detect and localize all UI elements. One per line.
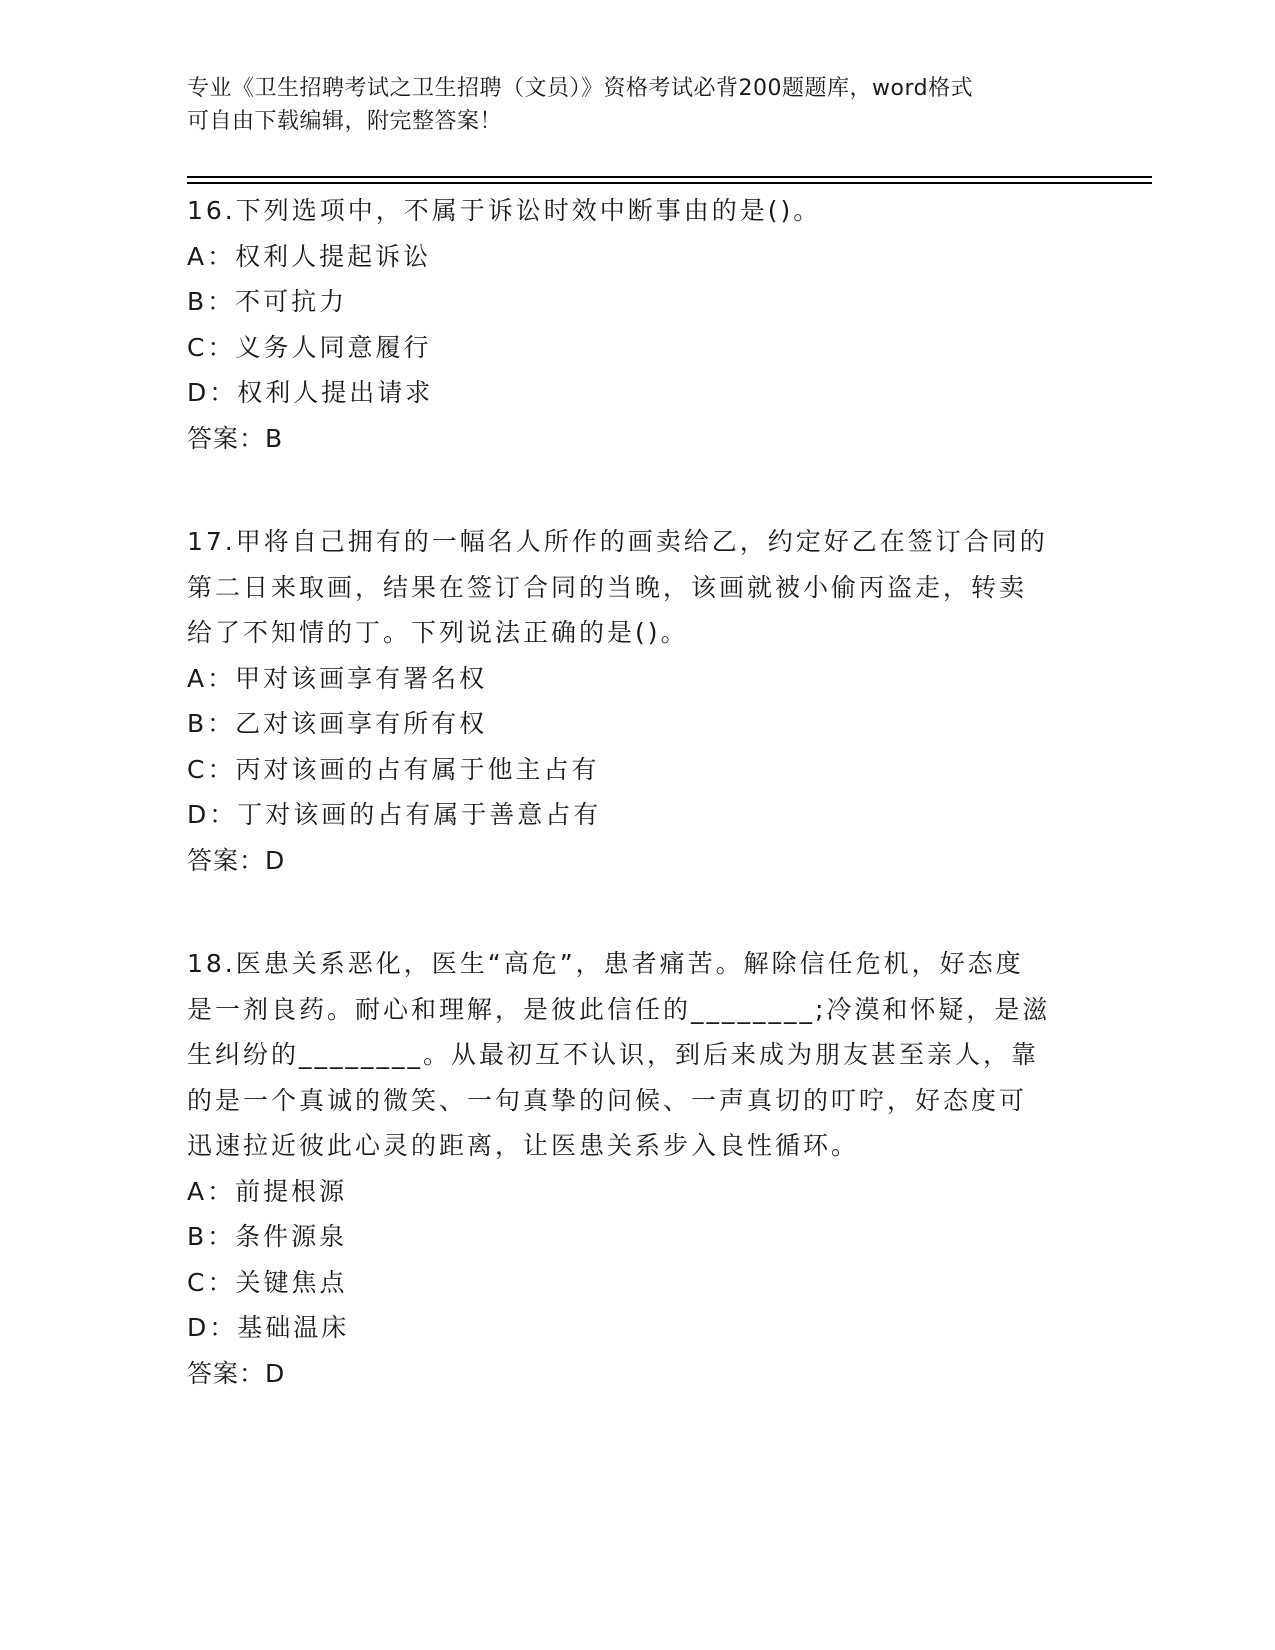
question-stem — [187, 941, 1107, 1169]
stem-line: 16.下列选项中，不属于诉讼时效中断事由的是()。 — [187, 196, 822, 225]
option-a: A：前提根源 — [187, 1176, 348, 1206]
stem-line: 生纠纷的________。从最初互不认识，到后来成为朋友甚至亲人，靠 — [187, 1040, 1040, 1069]
option-a: A：甲对该画享有署名权 — [187, 663, 488, 693]
header-line-2: 可自由下载编辑，附完整答案！ — [187, 109, 503, 134]
question-stem — [187, 188, 1107, 234]
document-header — [187, 72, 1087, 138]
option-d: D：基础温床 — [187, 1313, 350, 1342]
stem-line: 第二日来取画，结果在签订合同的当晚，该画就被小偷丙盗走，转卖 — [187, 572, 1028, 602]
option-c: C：关键焦点 — [187, 1267, 348, 1297]
option-d: D：丁对该画的占有属于善意占有 — [187, 800, 602, 829]
header-divider-bottom — [187, 182, 1152, 184]
stem-line: 17.甲将自己拥有的一幅名人所作的画卖给乙，约定好乙在签订合同的 — [187, 527, 1048, 556]
option-c: C：义务人同意履行 — [187, 332, 432, 362]
stem-line: 的是一个真诚的微笑、一句真挚的问候、一声真切的叮咛，好态度可 — [187, 1085, 1028, 1115]
question-list — [187, 188, 1107, 1454]
question-17 — [187, 519, 1107, 883]
question-18 — [187, 941, 1107, 1396]
option-a: A：权利人提起诉讼 — [187, 241, 432, 271]
option-b: B：条件源泉 — [187, 1222, 348, 1251]
stem-line: 是一剂良药。耐心和理解，是彼此信任的________;冷漠和怀疑，是滋 — [187, 994, 1051, 1024]
stem-line: 迅速拉近彼此心灵的距离，让医患关系步入良性循环。 — [187, 1131, 860, 1160]
answer: 答案：B — [187, 423, 284, 453]
option-b: B：乙对该画享有所有权 — [187, 709, 488, 738]
option-d: D：权利人提出请求 — [187, 378, 434, 407]
question-16 — [187, 188, 1107, 461]
question-stem — [187, 519, 1107, 656]
option-c: C：丙对该画的占有属于他主占有 — [187, 754, 600, 784]
header-line-1: 专业《卫生招聘考试之卫生招聘（文员）》资格考试必背200题题库，word格式 — [187, 76, 974, 101]
stem-line: 给了不知情的丁。下列说法正确的是()。 — [187, 618, 689, 647]
answer: 答案：D — [187, 845, 286, 875]
option-b: B：不可抗力 — [187, 287, 348, 316]
answer: 答案：D — [187, 1358, 286, 1388]
header-divider-top — [187, 176, 1152, 178]
stem-line: 18.医患关系恶化，医生“高危”，患者痛苦。解除信任危机，好态度 — [187, 949, 1024, 978]
